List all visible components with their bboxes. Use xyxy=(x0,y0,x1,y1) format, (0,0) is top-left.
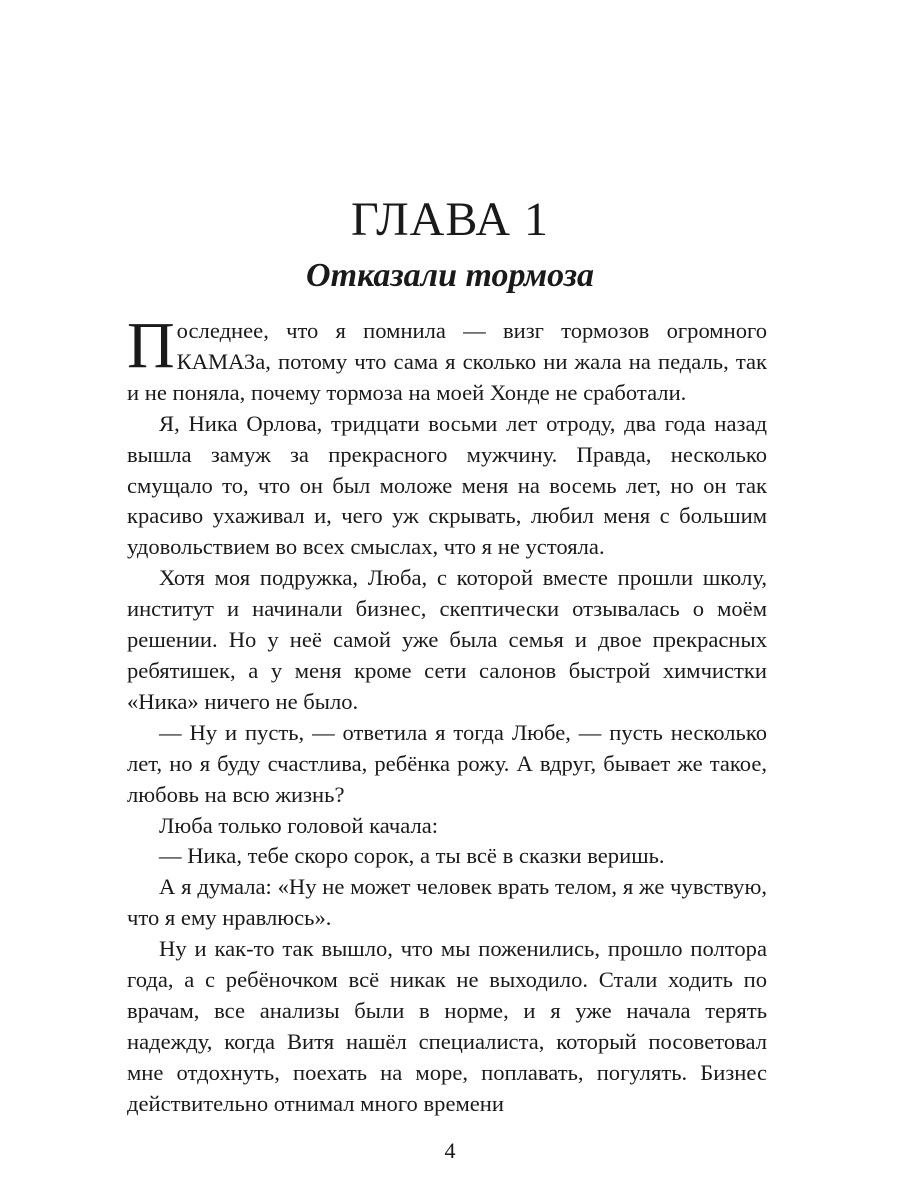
paragraph-2: Я, Ника Орлова, тридцати восьми лет отроду, два года назад вышла замуж за прекрасного мужчину. Правда, несколько смущало то, что он был моложе меня на восемь лет, но он так красиво ухаживал и, чего уж скрывать, любил меня с большим удовольствием во всех смыслах, что я не устояла. xyxy=(127,410,767,560)
paragraph-6: — Ника, тебе скоро сорок, а ты всё в сказки веришь. xyxy=(159,843,665,869)
drop-cap: П xyxy=(127,309,175,382)
chapter-subtitle: Отказали тормоза xyxy=(306,257,594,294)
paragraph-4: — Ну и пусть, — ответила я тогда Любе, — пусть несколько лет, но я буду счастлива, ребёнка рожу. А вдруг, бывает же такое, любовь на всю жизнь? xyxy=(127,719,767,807)
paragraph-7: А я думала: «Ну не может человек врать телом, я же чувствую, что я ему нравлюсь». xyxy=(127,874,767,931)
chapter-heading: ГЛАВА 1 xyxy=(350,193,549,246)
paragraph-5: Люба только головой качала: xyxy=(159,812,439,838)
page-number: 4 xyxy=(444,1138,456,1163)
paragraph-3: Хотя моя подружка, Люба, с которой вместе прошли школу, институт и начинали бизнес, скептически отзывалась о моём решении. Но у неё самой уже была семья и двое прекрасных ребятишек, а у меня кроме сети салонов быстрой химчистки «Ника» ничего не было. xyxy=(127,565,767,714)
paragraph-1-text: оследнее, что я помнила — визг тормозов огромного КАМАЗа, потому что сама я сколько ни жала на педаль, так и не поняла, почему тормоза на моей Хонде не сработали. xyxy=(127,318,767,405)
paragraph-8: Ну и как-то так вышло, что мы поженились, прошло полтора года, а с ребёночком всё никак не выходило. Стали ходить по врачам, все анализы были в норме, и я уже начала терять надежду, когда Витя нашёл специалиста, который посоветовал мне отдохнуть, поехать на море, поплавать, погулять. Бизнес действительно отнимал много времени xyxy=(127,936,767,1116)
chapter-text xyxy=(127,309,767,1120)
paragraph-1 xyxy=(127,309,767,409)
